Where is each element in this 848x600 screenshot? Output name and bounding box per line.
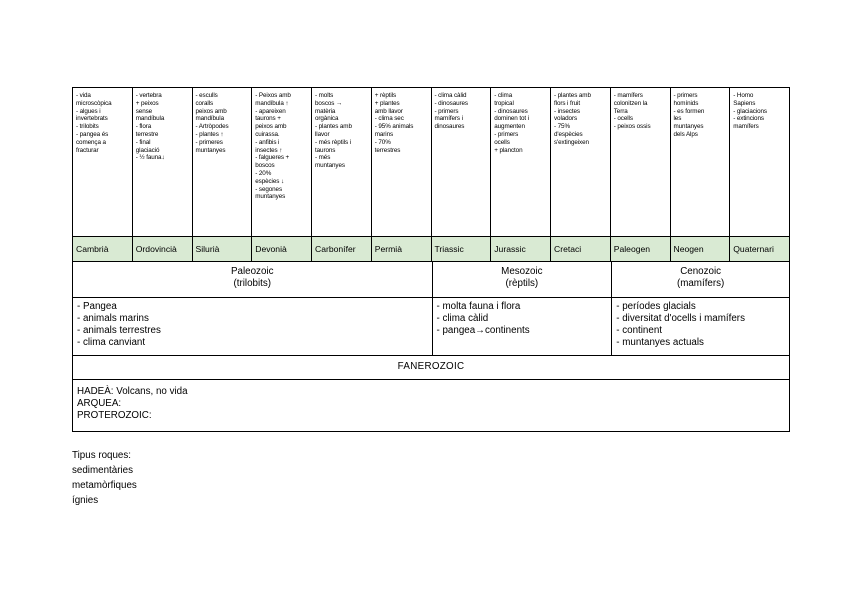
era-name: Paleozoic: [231, 266, 274, 277]
eon-row: [73, 356, 789, 380]
period-notes-paleogen: - mamífers colonitzen la Terra - ocells - peixos ossis: [611, 88, 671, 236]
period-notes-row: [73, 88, 789, 237]
era-details-paleozoic: - Pangea - animals marins - animals terrestres - clima canviant: [73, 298, 433, 355]
period-name-neogen: Neogen: [671, 237, 731, 261]
era-details-mesozoic: - molta fauna i flora - clima càlid - pangea→continents: [433, 298, 613, 355]
era-cenozoic: [612, 262, 789, 297]
eon-label: FANEROZOIC: [397, 361, 465, 372]
period-name-carbonifer: Carbonífer: [312, 237, 372, 261]
period-notes-permia: + rèptils + plantes amb llavor - clima sec - 95% animals marins - 70% terrestres: [372, 88, 432, 236]
period-notes-quaternari: - Homo Sapiens - glaciacions - extincions mamífers: [733, 92, 767, 131]
era-names-row: [73, 262, 789, 298]
period-name-triassic: Triassic: [432, 237, 492, 261]
era-name: Mesozoic: [501, 266, 543, 277]
period-name-siluria: Silurià: [193, 237, 253, 261]
period-notes-cambria: - vida microscòpica - algues i invertebrats - trilobits - pangea és comença a fracturar: [73, 88, 133, 236]
period-name-quaternari: Quaternari: [733, 244, 774, 254]
period-notes-cretaci: - plantes amb flors i fruit - insectes voladors - 75% d'espècies s'extingeixen: [551, 88, 611, 236]
era-subtitle: (trilobits): [233, 278, 272, 289]
period-notes-neogen: - primers homínids - es formen les muntanyes dels Alps: [671, 88, 731, 236]
period-name-cretaci: Cretaci: [551, 237, 611, 261]
period-notes-carbonifer: - molts boscos → matèria orgànica - plantes amb llavor - més rèptils i taurons - més muntanyes: [312, 88, 372, 236]
period-notes-siluria: - esculls coralls peixos amb mandíbula - Artròpodes - plantes ↑ - primeres muntanyes: [193, 88, 253, 236]
era-mesozoic: [433, 262, 613, 297]
era-details-row: [73, 298, 789, 356]
era-subtitle: (rèptils): [505, 278, 539, 289]
era-name: Cenozoic: [680, 266, 722, 277]
period-name-ordovicia: Ordovincià: [133, 237, 193, 261]
period-notes-ordovicia: - vertebra + peixos sense mandíbula - flora terrestre - final glaciació - ½ fauna↓: [133, 88, 193, 236]
period-name-paleogen: Paleogen: [611, 237, 671, 261]
period-notes-devonia: - Peixos amb mandíbula ↑ - apareixen taurons + peixos amb cuirassa. - anfibis i insectes ↑ - falgueres + boscos - 20% espècies ↓ - segones muntanyes: [252, 88, 312, 236]
era-details-cenozoic: - períodes glacials - diversitat d'ocells i mamífers - continent - muntanyes actuals: [616, 301, 745, 348]
geologic-timescale-table: [72, 87, 790, 432]
period-notes-jurassic: - clima tropical - dinosaures dominen tot i augmenten - primers ocells + plancton: [491, 88, 551, 236]
period-name-devonia: Devonià: [252, 237, 312, 261]
period-name-permia: Permià: [372, 237, 432, 261]
rock-types-notes: Tipus roques: sedimentàries metamòrfiques ígnies: [72, 450, 137, 506]
period-name-jurassic: Jurassic: [491, 237, 551, 261]
period-name-cambria: Cambrià: [73, 237, 133, 261]
precambrian-notes: HADEÀ: Volcans, no vida ARQUEA: PROTEROZOIC:: [77, 386, 188, 421]
period-names-row: [73, 237, 789, 262]
period-notes-triassic: - clima càlid - dinosaures - primers mamífers i dinosaures: [432, 88, 492, 236]
era-paleozoic: [73, 262, 433, 297]
era-subtitle: (mamífers): [676, 278, 725, 289]
precambrian-row: [73, 380, 789, 431]
